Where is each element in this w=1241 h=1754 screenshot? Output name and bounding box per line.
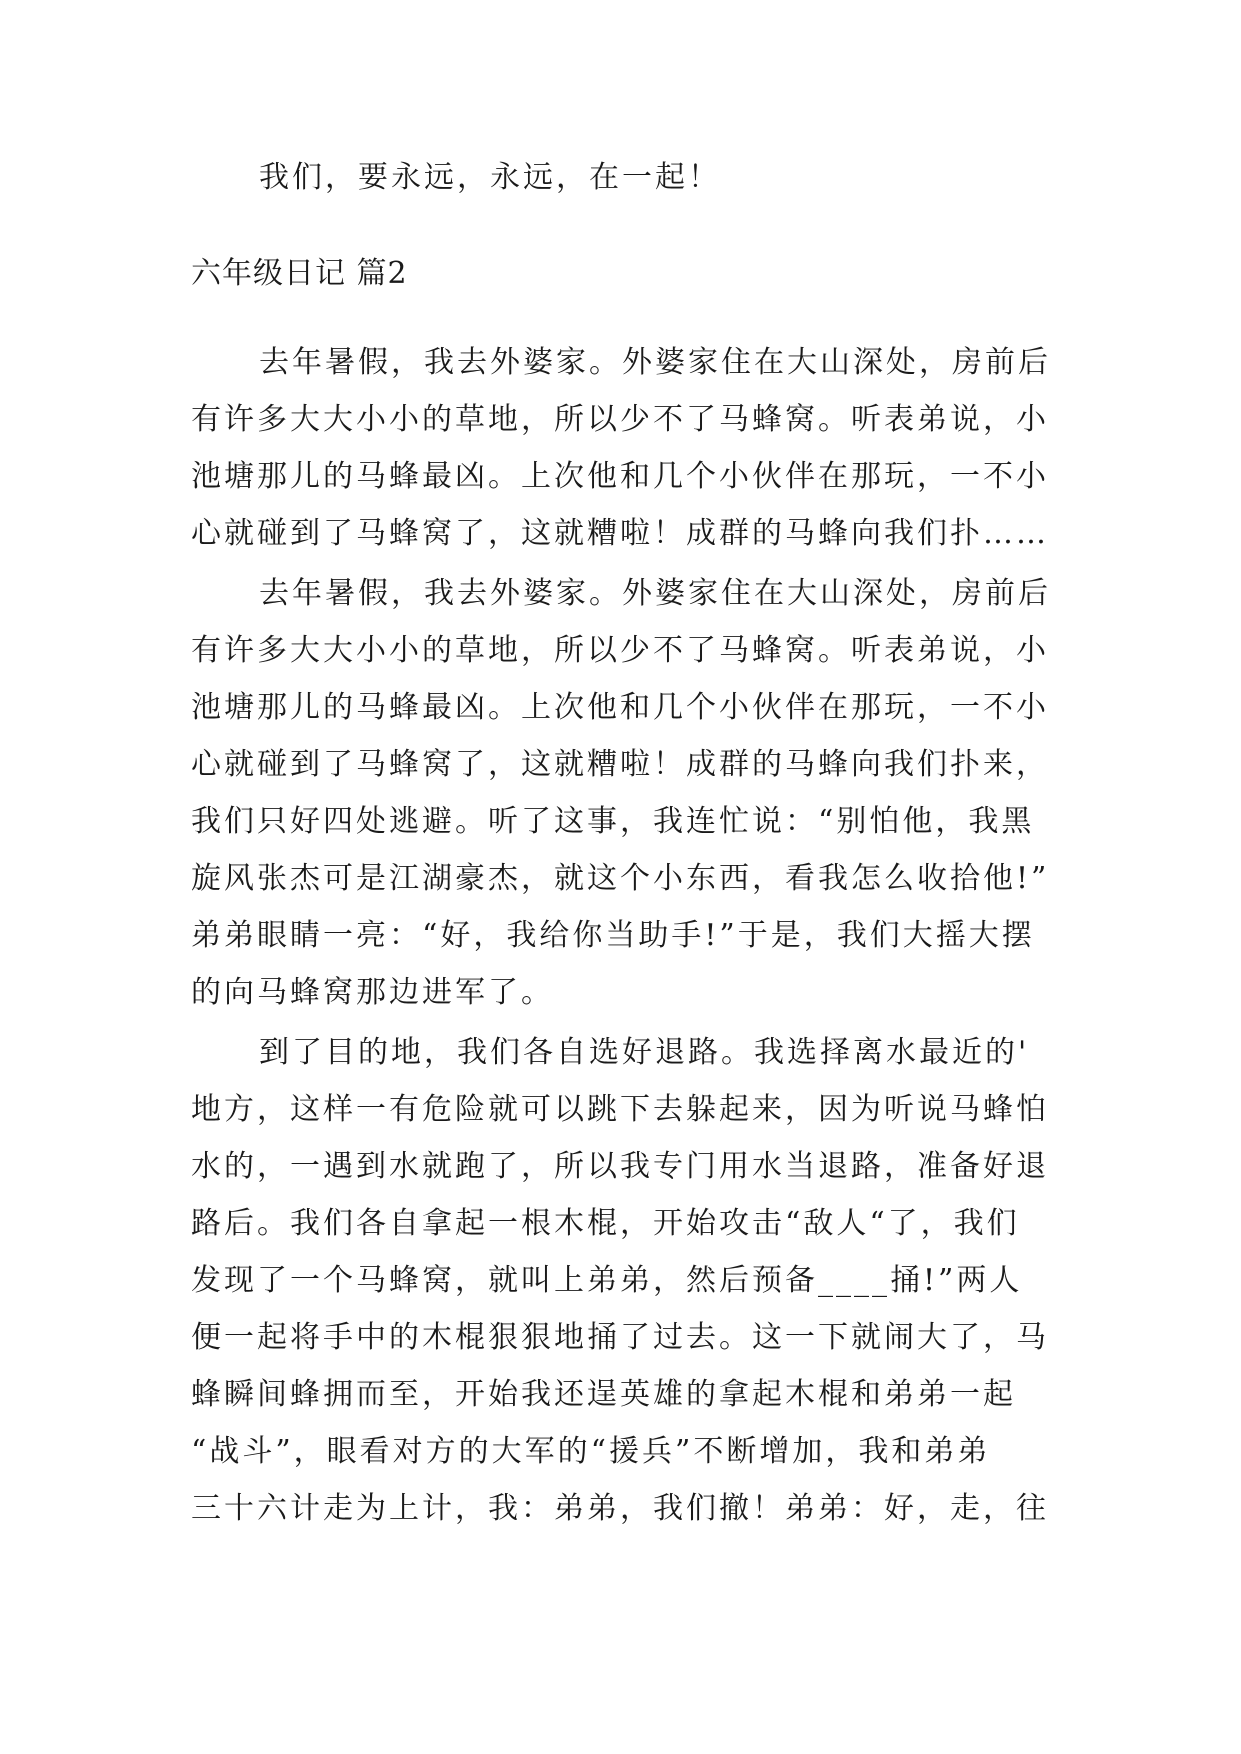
closing-line: 我们，要永远，永远，在一起！ bbox=[259, 160, 721, 195]
text-line: 旋风张杰可是江湖豪杰，就这个小东西，看我怎么收拾他!” bbox=[191, 861, 1050, 896]
text-line: 弟弟眼睛一亮：“好，我给你当助手!”于是，我们大摇大摆 bbox=[191, 918, 1035, 953]
text-line: 水的，一遇到水就跑了，所以我专门用水当退路，准备好退 bbox=[191, 1149, 1049, 1184]
text-line: 地方，这样一有危险就可以跳下去躲起来，因为听说马蜂怕 bbox=[191, 1092, 1049, 1127]
text-line: 便一起将手中的木棍狠狠地捅了过去。这一下就闹大了，马 bbox=[191, 1320, 1049, 1355]
section-heading: 六年级日记 篇2 bbox=[191, 256, 408, 291]
text-line: 的向马蜂窝那边进军了。 bbox=[191, 975, 554, 1010]
text-line: 池塘那儿的马蜂最凶。上次他和几个小伙伴在那玩，一不小 bbox=[191, 690, 1049, 725]
text-line: 发现了一个马蜂窝，就叫上弟弟，然后预备____捅!”两人 bbox=[191, 1263, 1023, 1298]
text-line: 有许多大大小小的草地，所以少不了马蜂窝。听表弟说，小 bbox=[191, 402, 1049, 437]
text-line: 到了目的地，我们各自选好退路。我选择离水最近的' bbox=[259, 1035, 1030, 1070]
paragraph bbox=[191, 565, 1051, 1021]
text-line: 我们只好四处逃避。听了这事，我连忙说：“别怕他，我黑 bbox=[191, 804, 1035, 839]
text-line: 三十六计走为上计，我：弟弟，我们撤！弟弟：好，走，往 bbox=[191, 1491, 1049, 1526]
text-line: 有许多大大小小的草地，所以少不了马蜂窝。听表弟说，小 bbox=[191, 633, 1049, 668]
body-text bbox=[191, 334, 1051, 1537]
text-line: 去年暑假，我去外婆家。外婆家住在大山深处，房前后 bbox=[259, 345, 1051, 380]
paragraph bbox=[191, 334, 1051, 562]
text-line: “战斗”，眼看对方的大军的“援兵”不断增加，我和弟弟 bbox=[191, 1434, 991, 1469]
text-line: 路后。我们各自拿起一根木棍，开始攻击“敌人“了，我们 bbox=[191, 1206, 1020, 1241]
text-line: 心就碰到了马蜂窝了，这就糟啦！成群的马蜂向我们扑来， bbox=[191, 747, 1049, 782]
text-line: 蜂瞬间蜂拥而至，开始我还逞英雄的拿起木棍和弟弟一起 bbox=[191, 1377, 1016, 1412]
text-line: 去年暑假，我去外婆家。外婆家住在大山深处，房前后 bbox=[259, 576, 1051, 611]
text-line: 心就碰到了马蜂窝了，这就糟啦！成群的马蜂向我们扑…… bbox=[191, 516, 1049, 551]
text-line: 池塘那儿的马蜂最凶。上次他和几个小伙伴在那玩，一不小 bbox=[191, 459, 1049, 494]
paragraph bbox=[191, 1024, 1051, 1537]
